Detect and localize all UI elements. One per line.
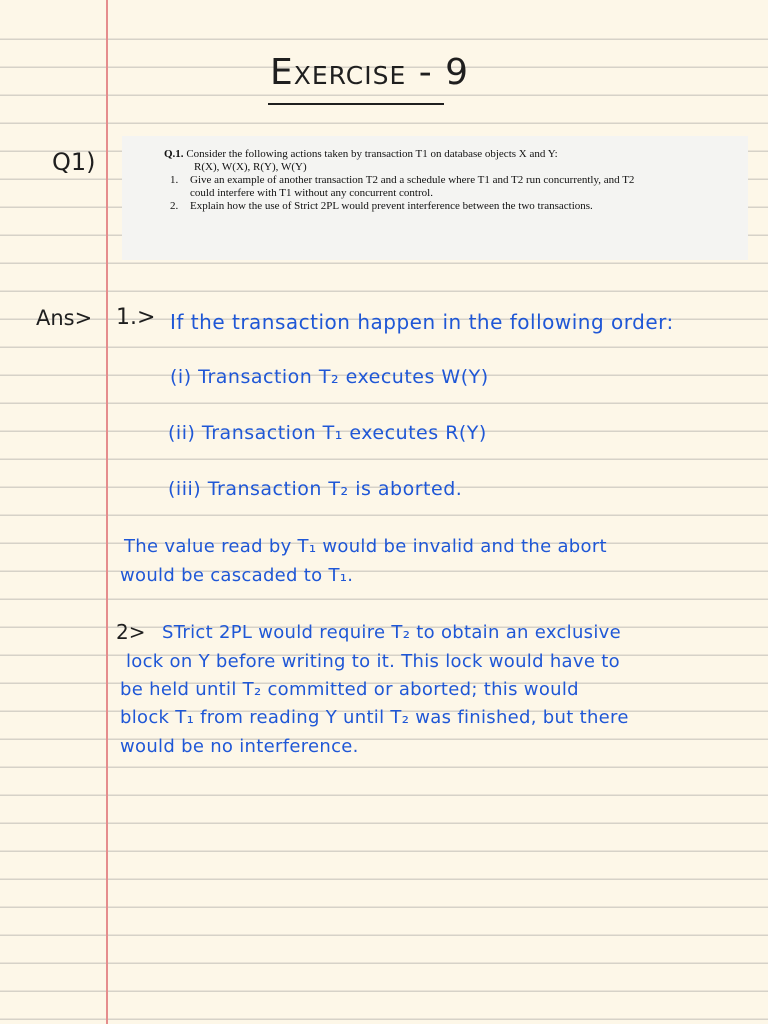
answer-part1-conclusion-line: The value read by T₁ would be invalid and the abort xyxy=(124,536,607,557)
answer-part2-line: lock on Y before writing to it. This lock would have to xyxy=(126,651,620,672)
answer-part1-number: 1.> xyxy=(116,305,156,330)
question-screenshot xyxy=(122,136,748,260)
question-item-text: could interfere with T1 without any concurrent control. xyxy=(190,187,433,199)
answer-part2-line: would be no interference. xyxy=(120,736,359,757)
question-intro-line xyxy=(164,148,734,161)
question-item-1 xyxy=(164,174,734,200)
answer-step-2: (ii) Transaction T₁ executes R(Y) xyxy=(168,422,487,444)
question-item-2 xyxy=(164,200,734,213)
page-title: Exercise - 9 xyxy=(270,52,470,93)
answer-part2-line: be held until T₂ committed or aborted; this would xyxy=(120,679,579,700)
question-item-text: Give an example of another transaction T2 and a schedule where T1 and T2 run concurrently, and T2 xyxy=(190,174,635,186)
answer-part2-line: block T₁ from reading Y until T₂ was finished, but there xyxy=(120,707,629,728)
question-label: Q1) xyxy=(52,148,96,176)
question-item-number: 2. xyxy=(170,200,179,212)
question-item-number: 1. xyxy=(170,174,179,186)
title-underline xyxy=(268,103,444,105)
answer-part2-number: 2> xyxy=(116,620,146,644)
answer-step-1: (i) Transaction T₂ executes W(Y) xyxy=(170,366,489,388)
answer-step-3: (iii) Transaction T₂ is aborted. xyxy=(168,478,463,500)
question-heading: Q.1. xyxy=(164,148,184,160)
answer-label: Ans> xyxy=(36,306,93,330)
answer-part1-intro: If the transaction happen in the following order: xyxy=(170,310,674,334)
margin-line xyxy=(106,0,108,1024)
question-item-text: Explain how the use of Strict 2PL would prevent interference between the two transactions. xyxy=(190,200,593,212)
answer-part1-conclusion-line: would be cascaded to T₁. xyxy=(120,565,354,586)
answer-part2-line: STrict 2PL would require T₂ to obtain an exclusive xyxy=(162,622,621,643)
question-intro: Consider the following actions taken by transaction T1 on database objects X and Y: xyxy=(186,148,558,160)
question-actions: R(X), W(X), R(Y), W(Y) xyxy=(194,161,307,173)
